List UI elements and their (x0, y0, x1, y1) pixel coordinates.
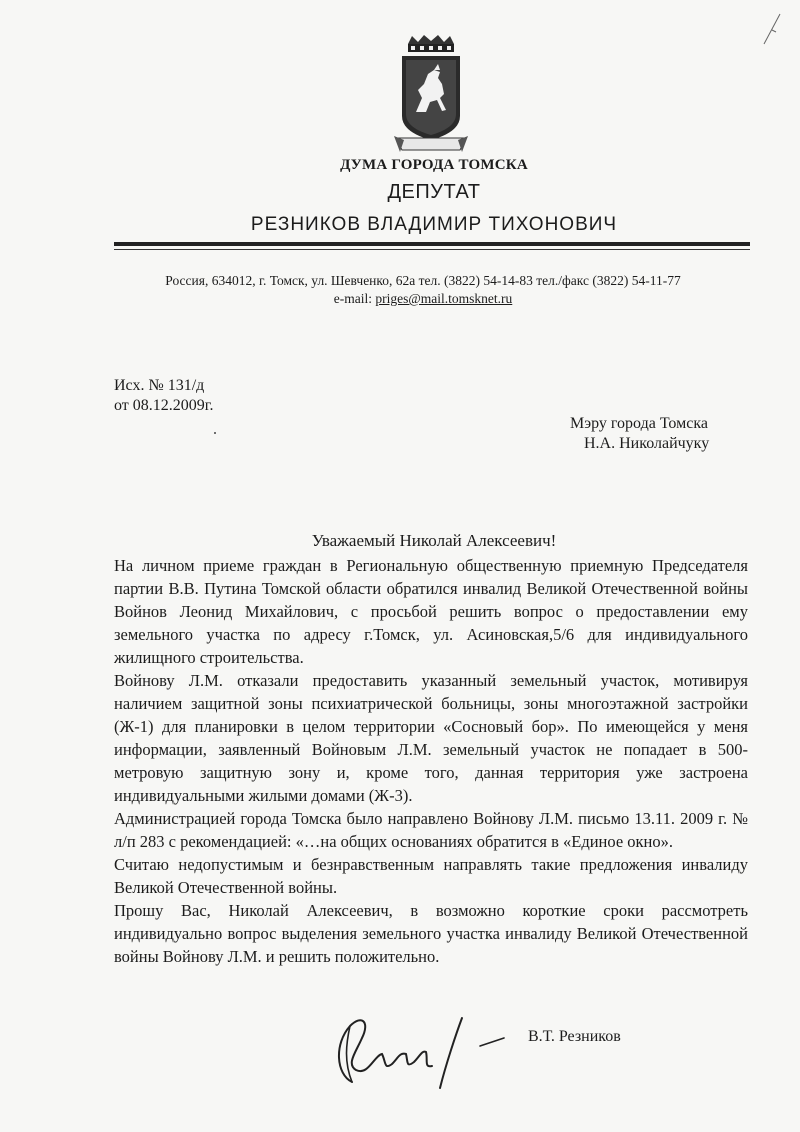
position-title: ДЕПУТАТ (387, 181, 481, 203)
body-paragraph: Войнову Л.М. отказали предоставить указанный земельный участок, мотивируя наличием защитной зоны психиатрической больницы, зоны многоэтажной застройки (Ж-1) для планировки в целом территории «Сосновый бор». По имеющейся у меня информации, заявленный Войновым Л.М. земельный участок не попадает в 500- метровую защитную зону и, кроме того, данная территория уже застроена индивидуальными жилыми домами (Ж-3). (114, 671, 748, 805)
stray-dot (214, 432, 216, 434)
contact-block (100, 272, 746, 308)
body-paragraph: Прошу Вас, Николай Алексеевич, в возможно короткие сроки рассмотреть индивидуально вопрос выделения земельного участка инвалиду Великой Отечественной войны Войнову Л.М. и решить положительно. (114, 901, 748, 966)
contact-address: Россия, 634012, г. Томск, ул. Шевченко, 62а тел. (3822) 54-14-83 тел./факс (3822) 54-11-77 (165, 273, 681, 288)
recipient-line-1: Мэру города Томска (570, 415, 708, 432)
body-paragraph: На личном приеме граждан в Региональную общественную приемную Председателя партии В.В. Путина Томской области обратился инвалид Великой Отечественной войны Войнов Леонид Михайлович, с просьбой решить вопрос о предоставлении ему земельного участка по адресу г.Томск, ул. Асиновская,5/6 для индивидуального жилищного строительства. (114, 556, 748, 667)
email-link[interactable]: priges@mail.tomsknet.ru (375, 291, 513, 306)
header-divider-thin (114, 249, 750, 250)
recipient-block (570, 414, 709, 454)
tomsk-coat-of-arms-emblem (394, 34, 468, 158)
signatory-name: В.Т. Резников (528, 1028, 621, 1045)
handwritten-signature (316, 1004, 516, 1090)
body-paragraph: Считаю недопустимым и безнравственным направлять такие предложения инвалиду Великой Отечественной войны. (114, 855, 748, 897)
deputy-name: РЕЗНИКОВ ВЛАДИМИР ТИХОНОВИЧ (250, 214, 618, 235)
corner-pen-mark (750, 10, 790, 50)
letter-body (114, 554, 748, 968)
outgoing-number: Исх. № 131/д (114, 377, 205, 394)
outgoing-reference (114, 376, 214, 416)
organization-name: ДУМА ГОРОДА ТОМСКА (340, 157, 528, 173)
contact-email-line (100, 290, 746, 308)
outgoing-date: от 08.12.2009г. (114, 397, 214, 414)
greeting: Уважаемый Николай Алексеевич! (311, 531, 557, 550)
body-paragraph: Администрацией города Томска было направлено Войнову Л.М. письмо 13.11. 2009 г. № л/п 283 с рекомендацией: «…на общих основаниях обратится в «Единое окно». (114, 809, 748, 851)
email-label: e-mail: (333, 291, 376, 306)
header-divider-thick (114, 242, 750, 246)
recipient-line-2: Н.А. Николайчуку (584, 435, 710, 452)
